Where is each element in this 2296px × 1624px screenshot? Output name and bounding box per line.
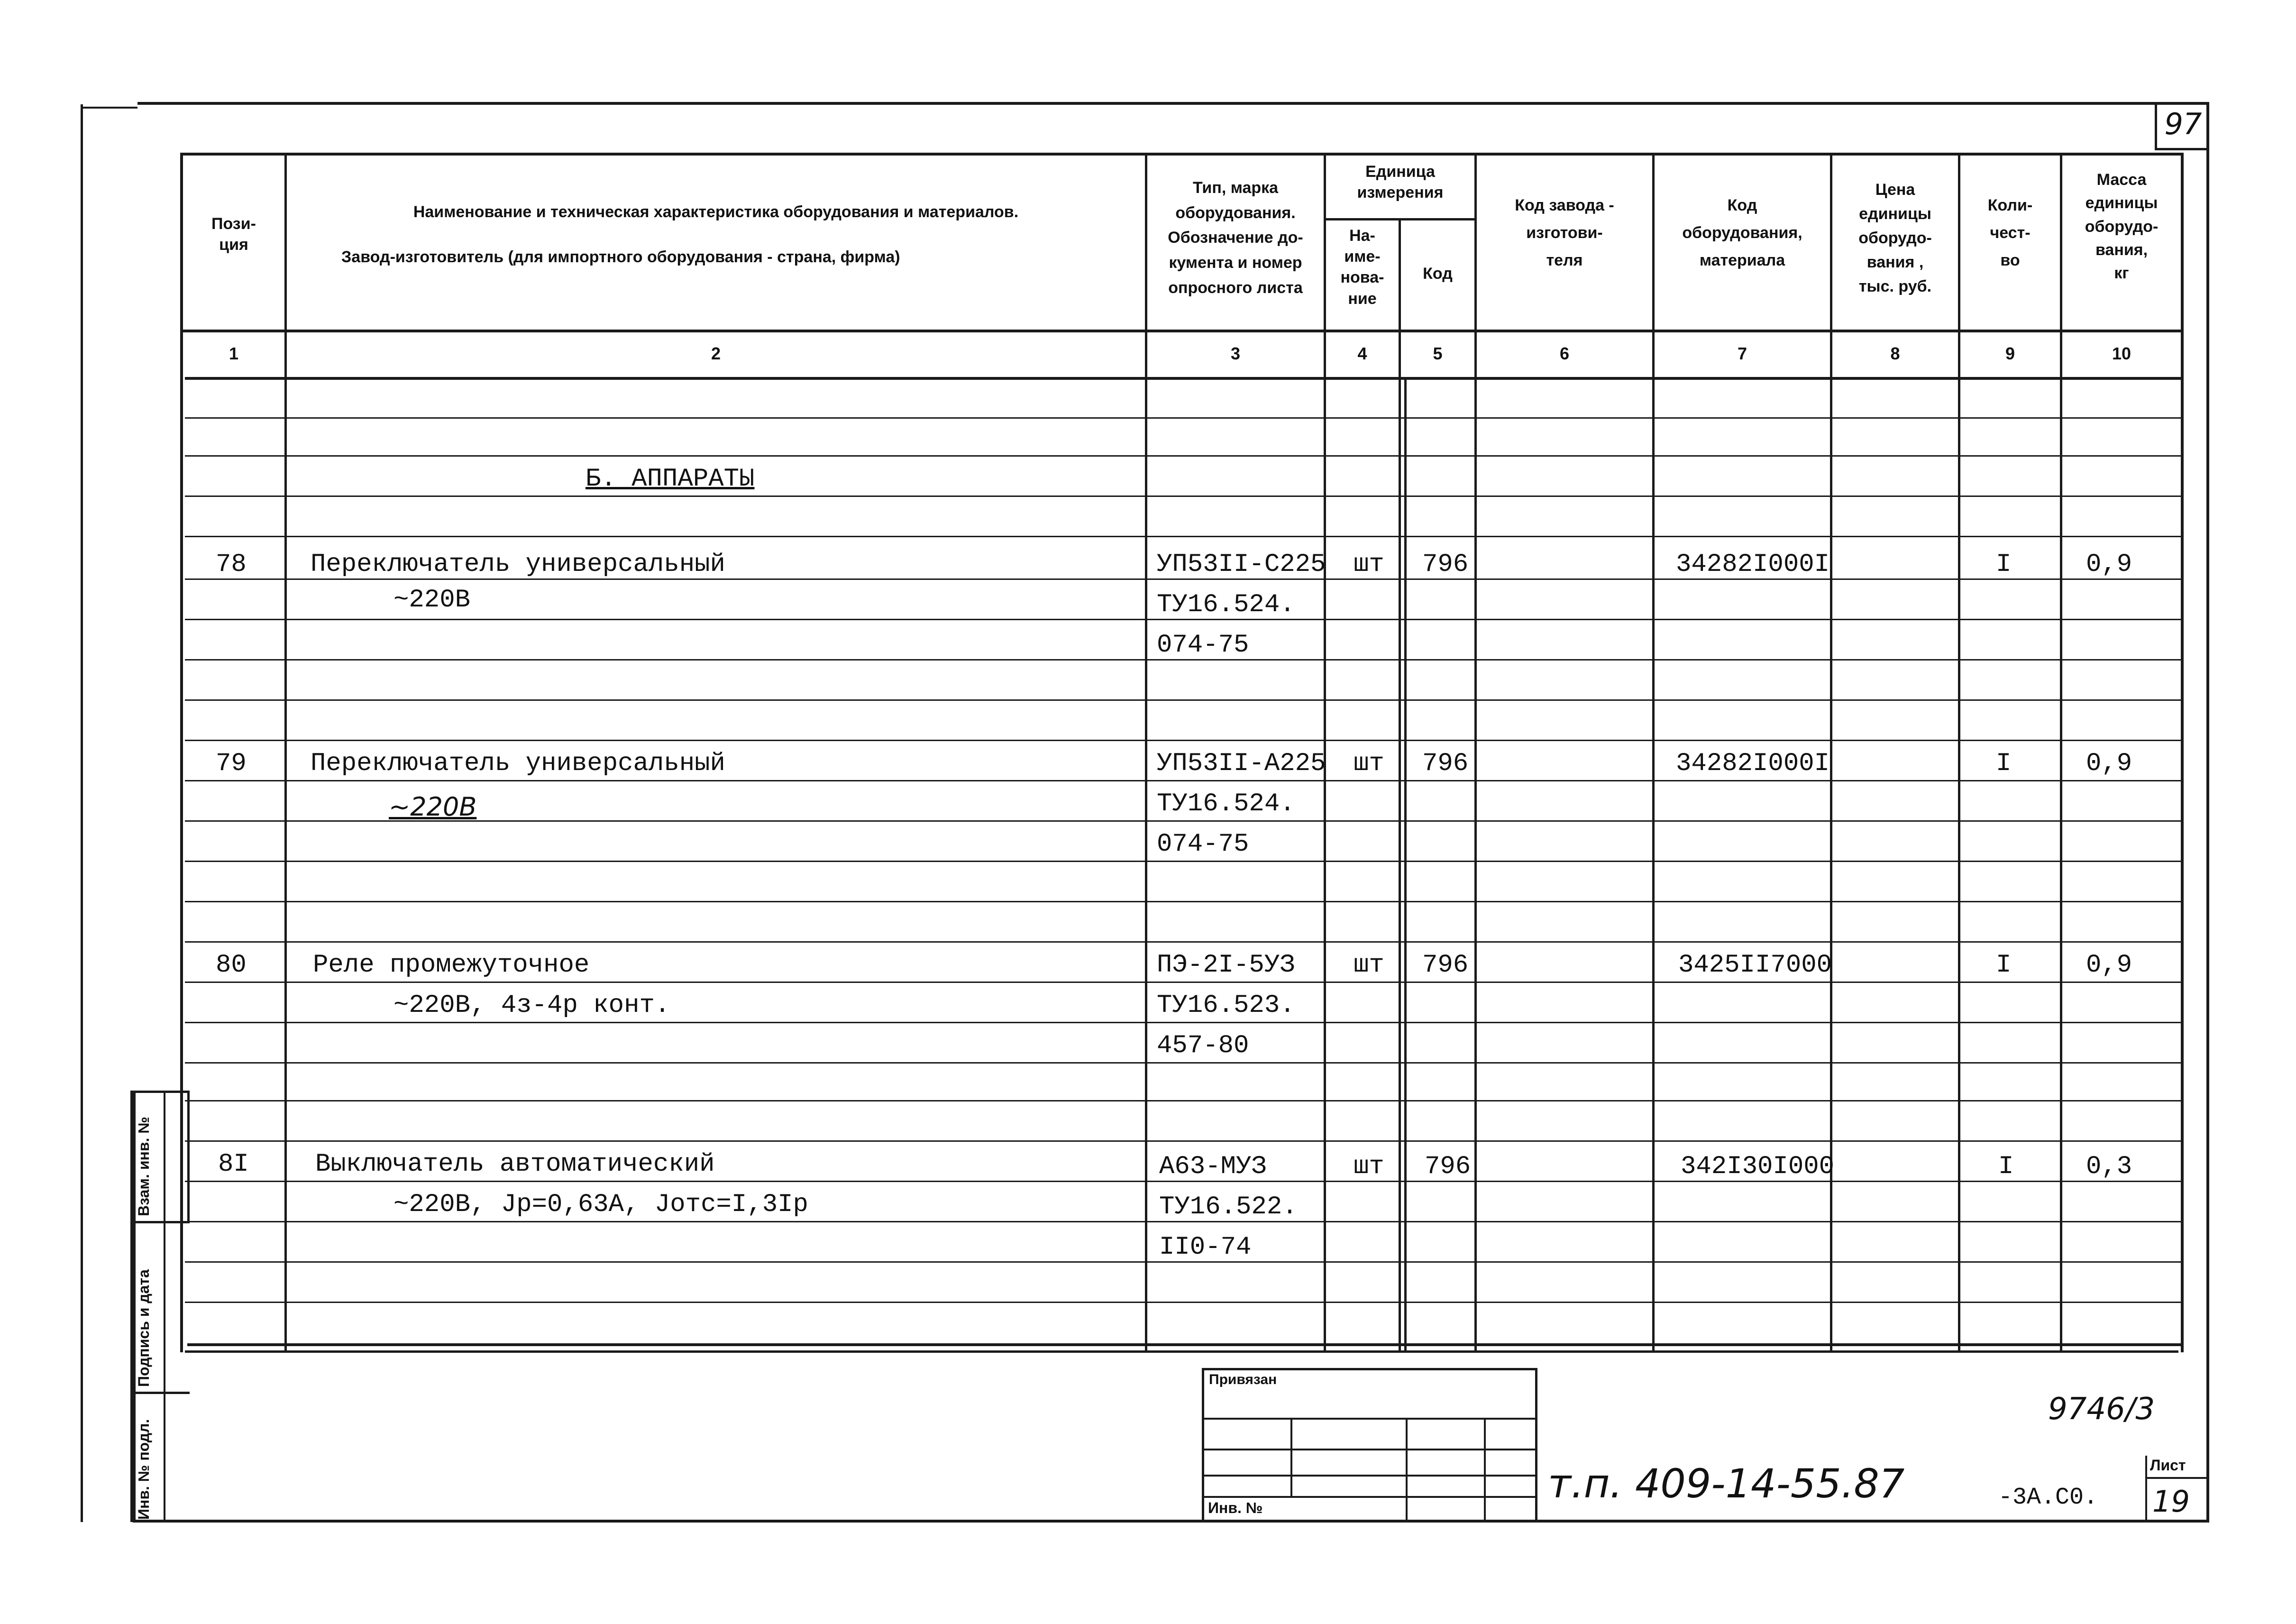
column-number: 7 <box>1737 344 1747 363</box>
header-factory-code: Код завода - изготови- теля <box>1515 196 1614 269</box>
column-number: 8 <box>1890 344 1900 363</box>
item-type: ТУ16.522. <box>1159 1193 1298 1221</box>
item-spec: ~220В, 4з-4р конт. <box>393 991 670 1020</box>
column-number: 10 <box>2112 344 2131 363</box>
header-position: Пози- ция <box>211 215 256 254</box>
item-equipment-code: 3425II7000 <box>1678 951 1832 980</box>
section-title: Б. АППАРАТЫ <box>585 465 755 494</box>
sheet-number: 19 <box>2152 1484 2190 1519</box>
column-number: 6 <box>1559 344 1570 363</box>
item-unit-code: 796 <box>1422 749 1469 778</box>
item-type: ТУ16.523. <box>1157 991 1295 1020</box>
header-quantity: Коли- чест- во <box>1987 196 2033 269</box>
item-type: УП53II-А225 <box>1157 749 1326 778</box>
item-mass: 0,9 <box>2086 951 2132 980</box>
column-number: 1 <box>229 344 239 363</box>
album-number: 9746/3 <box>2048 1392 2155 1427</box>
stamp-privyazan: Привязан <box>1209 1372 1277 1387</box>
stamp-inv-no: Инв. № <box>1208 1499 1263 1516</box>
item-type: А63-МУЗ <box>1159 1152 1267 1181</box>
item-type: УП53II-С225 <box>1157 550 1326 579</box>
side-label-signature: Подпись и дата <box>135 1269 152 1387</box>
header-mass: Масса единицы оборудо- вания, кг <box>2085 171 2159 283</box>
item-mass: 0,9 <box>2086 550 2132 579</box>
item-unit-name: шт <box>1354 951 1384 980</box>
item-equipment-code: 34282I000I <box>1676 749 1830 778</box>
header-name-line1: Наименование и техническая характеристика оборудования и материалов. <box>413 203 1019 221</box>
item-type: 074-75 <box>1157 830 1249 859</box>
header-unit-name: На- име- нова- ние <box>1340 227 1384 308</box>
column-number: 9 <box>2005 344 2015 363</box>
item-quantity: I <box>1998 1152 2014 1181</box>
item-type: ТУ16.524. <box>1157 590 1295 619</box>
item-type: II0-74 <box>1159 1233 1252 1262</box>
item-position: 80 <box>216 951 247 980</box>
item-mass: 0,9 <box>2086 749 2132 778</box>
sheet-label: Лист <box>2150 1457 2186 1474</box>
header-equipment-code: Код оборудования, материала <box>1682 196 1802 269</box>
item-name: Реле промежуточное <box>313 951 590 980</box>
item-unit-name: шт <box>1354 1152 1384 1181</box>
header-type: Тип, марка оборудования. Обозначение до- кумента и номер опросного листа <box>1168 179 1303 297</box>
item-spec: ~220В, Jр=0,63А, Jотс=I,3Iр <box>393 1190 808 1219</box>
item-position: 79 <box>216 749 247 778</box>
item-unit-code: 796 <box>1422 550 1469 579</box>
item-equipment-code: 342I30I000 <box>1681 1152 1835 1181</box>
item-spec: ~220В <box>393 586 471 615</box>
side-label-replacement: Взам. инв. № <box>135 1117 152 1216</box>
item-mass: 0,3 <box>2086 1152 2132 1181</box>
item-quantity: I <box>1996 749 2012 778</box>
header-unit-group: Единица измерения <box>1357 163 1444 202</box>
item-type: ПЭ-2I-5УЗ <box>1157 951 1295 980</box>
item-type: 074-75 <box>1157 631 1249 660</box>
project-designation: т.п. 409-14-55.87 <box>1548 1460 1905 1507</box>
item-type: 457-80 <box>1157 1031 1249 1060</box>
item-type: ТУ16.524. <box>1157 789 1295 818</box>
header-name-line2: Завод-изготовитель (для импортного оборудования - страна, фирма) <box>341 248 900 266</box>
item-equipment-code: 34282I000I <box>1676 550 1830 579</box>
page-number: 97 <box>2164 107 2202 141</box>
column-number: 3 <box>1230 344 1241 363</box>
item-position: 8I <box>218 1150 249 1179</box>
item-quantity: I <box>1996 550 2012 579</box>
item-name: Переключатель универсальный <box>311 550 725 579</box>
side-label-inventory: Инв. № подл. <box>135 1419 152 1520</box>
item-unit-name: шт <box>1354 749 1384 778</box>
item-name: Переключатель универсальный <box>311 749 725 778</box>
item-unit-code: 796 <box>1425 1152 1471 1181</box>
header-unit-code: Код <box>1423 265 1453 283</box>
item-spec: ~220В <box>389 792 477 822</box>
item-quantity: I <box>1996 951 2012 980</box>
item-position: 78 <box>216 550 247 579</box>
header-price: Цена единицы оборудо- вания , тыс. руб. <box>1858 181 1932 295</box>
item-unit-name: шт <box>1354 550 1384 579</box>
column-number: 4 <box>1357 344 1367 363</box>
item-unit-code: 796 <box>1422 951 1469 980</box>
document-code: -3А.С0. <box>1998 1484 2098 1511</box>
column-number: 5 <box>1433 344 1443 363</box>
item-name: Выключатель автоматический <box>315 1150 715 1179</box>
column-number: 2 <box>711 344 721 363</box>
